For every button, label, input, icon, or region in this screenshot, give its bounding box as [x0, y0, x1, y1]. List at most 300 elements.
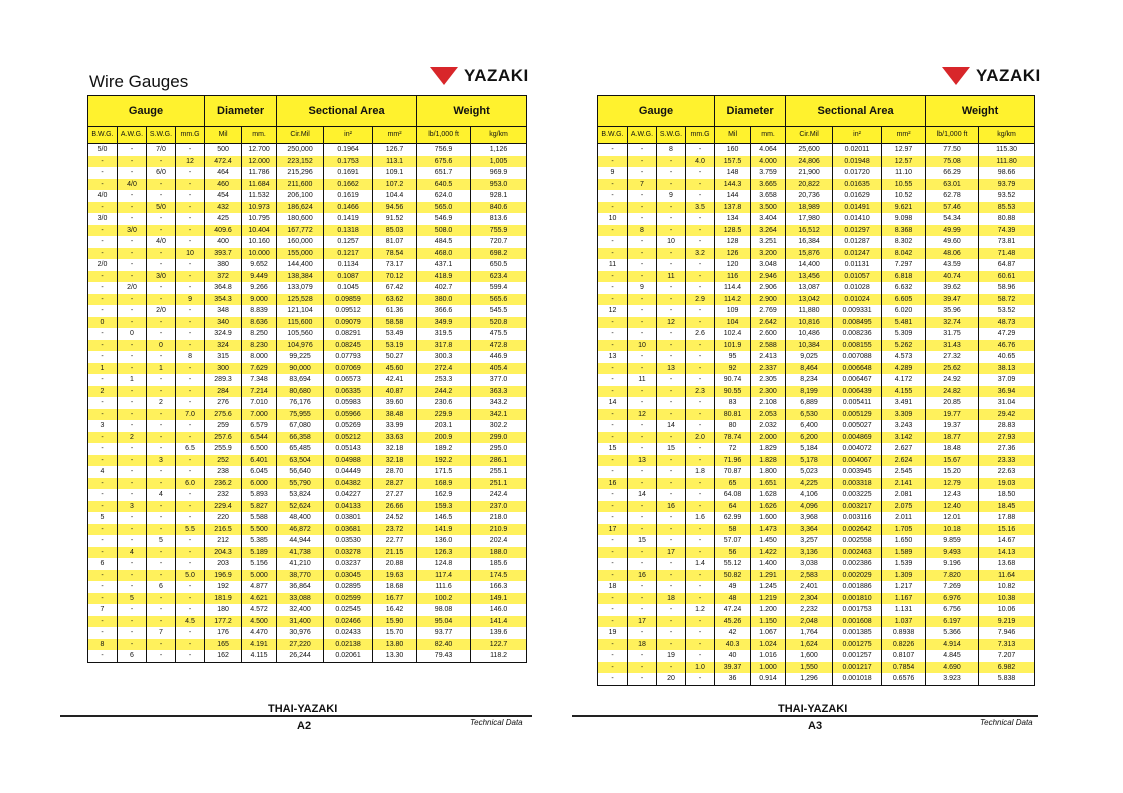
table-cell: 38.48	[373, 409, 417, 421]
table-cell: -	[118, 420, 147, 432]
table-cell: -	[176, 489, 205, 501]
table-cell: 75,955	[277, 409, 324, 421]
table-row	[88, 558, 527, 570]
table-cell: 22.77	[373, 535, 417, 547]
table-cell: 7.269	[926, 581, 979, 593]
table-cell: 4	[118, 547, 147, 559]
table-cell: 1.450	[751, 535, 786, 547]
table-cell: 3.200	[751, 248, 786, 260]
table-cell: -	[88, 616, 118, 628]
table-cell: 4.172	[882, 374, 926, 386]
table-cell: 4,225	[786, 478, 833, 490]
table-row	[598, 386, 1035, 398]
table-cell: -	[598, 156, 628, 168]
table-cell: 289.3	[205, 374, 242, 386]
table-cell: -	[657, 248, 686, 260]
table-cell: -	[657, 581, 686, 593]
table-cell: 520.8	[471, 317, 527, 329]
table-cell: 6/0	[147, 167, 176, 179]
table-cell: 0.001018	[833, 673, 882, 685]
table-row	[598, 328, 1035, 340]
table-cell: 128	[715, 236, 751, 248]
table-cell: -	[88, 570, 118, 582]
table-cell: 0.03530	[324, 535, 373, 547]
table-cell: 0.08245	[324, 340, 373, 352]
table-body-right	[598, 144, 1035, 686]
table-cell: 6.000	[242, 478, 277, 490]
gauge-header: Gauge	[88, 96, 205, 127]
table-cell: 2,401	[786, 581, 833, 593]
table-cell: 29.42	[979, 409, 1035, 421]
table-cell: -	[686, 317, 715, 329]
table-cell: -	[686, 340, 715, 352]
table-cell: -	[686, 581, 715, 593]
table-cell: 7.0	[176, 409, 205, 421]
table-row	[598, 420, 1035, 432]
table-cell: 1.217	[882, 581, 926, 593]
table-cell: 31,400	[277, 616, 324, 628]
table-cell: -	[628, 248, 657, 260]
table-row	[88, 409, 527, 421]
table-cell: 1,600	[786, 650, 833, 662]
table-cell: 58.96	[979, 282, 1035, 294]
table-cell: 0.01491	[833, 202, 882, 214]
table-cell: 0.002029	[833, 570, 882, 582]
table-cell: 40.3	[715, 639, 751, 651]
table-cell: -	[118, 236, 147, 248]
table-cell: 7.313	[979, 639, 1035, 651]
table-cell: 14,400	[786, 259, 833, 271]
table-cell: 49.99	[926, 225, 979, 237]
table-cell: 0.004072	[833, 443, 882, 455]
table-cell: -	[88, 248, 118, 260]
table-cell: 101.9	[715, 340, 751, 352]
table-cell: 3,038	[786, 558, 833, 570]
table-cell: 4.621	[242, 593, 277, 605]
table-cell: 105,560	[277, 328, 324, 340]
table-cell: -	[628, 443, 657, 455]
table-cell: 0.006467	[833, 374, 882, 386]
table-cell: 6.632	[882, 282, 926, 294]
table-cell: 31.43	[926, 340, 979, 352]
table-cell: 8,464	[786, 363, 833, 375]
table-cell: 12.01	[926, 512, 979, 524]
table-row	[598, 397, 1035, 409]
table-row	[88, 650, 527, 662]
table-cell: 26,244	[277, 650, 324, 662]
table-row	[88, 156, 527, 168]
table-cell: 275.6	[205, 409, 242, 421]
table-cell: 0.01629	[833, 190, 882, 202]
table-row	[88, 225, 527, 237]
table-cell: 18.48	[926, 443, 979, 455]
table-cell: -	[88, 443, 118, 455]
table-row	[598, 259, 1035, 271]
table-cell: 176	[205, 627, 242, 639]
table-cell: 0.02466	[324, 616, 373, 628]
table-cell: 93.77	[417, 627, 471, 639]
table-cell: 137.8	[715, 202, 751, 214]
table-cell: 2.337	[751, 363, 786, 375]
table-cell: -	[147, 282, 176, 294]
table-cell: -	[686, 420, 715, 432]
lb-header: lb/1,000 ft	[926, 127, 979, 144]
table-cell: 0.8107	[882, 650, 926, 662]
table-cell: -	[686, 501, 715, 513]
footer-rule-right	[572, 715, 1038, 717]
table-cell: 0.07793	[324, 351, 373, 363]
table-cell: -	[686, 409, 715, 421]
table-cell: 10.404	[242, 225, 277, 237]
table-cell: 251.1	[471, 478, 527, 490]
table-cell: 2.545	[882, 466, 926, 478]
table-cell: 20,822	[786, 179, 833, 191]
table-cell: 115,600	[277, 317, 324, 329]
table-cell: 39.47	[926, 294, 979, 306]
table-cell: 196.9	[205, 570, 242, 582]
table-cell: 10	[176, 248, 205, 260]
table-cell: -	[598, 248, 628, 260]
table-row	[598, 294, 1035, 306]
table-cell: 157.5	[715, 156, 751, 168]
table-cell: 67,080	[277, 420, 324, 432]
table-cell: 12	[628, 409, 657, 421]
table-cell: 26.66	[373, 501, 417, 513]
table-cell: -	[118, 604, 147, 616]
table-cell: 13	[657, 363, 686, 375]
table-cell: -	[598, 650, 628, 662]
table-cell: 319.5	[417, 328, 471, 340]
table-cell: 47.24	[715, 604, 751, 616]
table-row	[598, 570, 1035, 582]
table-cell: 5/0	[88, 144, 118, 156]
table-cell: -	[598, 179, 628, 191]
table-cell: 2.3	[686, 386, 715, 398]
table-cell: 9.493	[926, 547, 979, 559]
table-cell: 1.067	[751, 627, 786, 639]
table-row	[598, 455, 1035, 467]
table-row	[88, 455, 527, 467]
technical-data-left: Technical Data	[470, 718, 523, 727]
table-cell: 192	[205, 581, 242, 593]
table-cell: 4,096	[786, 501, 833, 513]
table-cell: 6.976	[926, 593, 979, 605]
table-row	[598, 156, 1035, 168]
table-cell: -	[686, 271, 715, 283]
table-cell: 1.650	[882, 535, 926, 547]
table-cell: 0.008236	[833, 328, 882, 340]
table-cell: 146.0	[471, 604, 527, 616]
table-cell: 0	[88, 317, 118, 329]
table-cell: -	[176, 535, 205, 547]
table-cell: 91.52	[373, 213, 417, 225]
table-cell: 0.01024	[833, 294, 882, 306]
table-row	[598, 466, 1035, 478]
table-cell: -	[176, 213, 205, 225]
table-cell: 36,864	[277, 581, 324, 593]
table-cell: -	[686, 443, 715, 455]
table-cell: 1.800	[751, 466, 786, 478]
mil-header: Mil	[715, 127, 751, 144]
table-cell: 0.01057	[833, 271, 882, 283]
table-body-left	[88, 144, 527, 663]
table-cell: -	[598, 190, 628, 202]
table-cell: 0.08291	[324, 328, 373, 340]
table-cell: 50.82	[715, 570, 751, 582]
table-row	[598, 144, 1035, 156]
table-cell: 0.03681	[324, 524, 373, 536]
table-cell: -	[147, 478, 176, 490]
table-cell: 1.219	[751, 593, 786, 605]
table-cell: 6	[118, 650, 147, 662]
table-cell: 39.37	[715, 662, 751, 674]
table-cell: 168.9	[417, 478, 471, 490]
table-cell: 72	[715, 443, 751, 455]
table-cell: 599.4	[471, 282, 527, 294]
table-cell: -	[88, 202, 118, 214]
table-cell: -	[686, 535, 715, 547]
table-cell: 202.4	[471, 535, 527, 547]
table-cell: 2.075	[882, 501, 926, 513]
table-cell: 11	[628, 374, 657, 386]
table-cell: 0.002463	[833, 547, 882, 559]
table-cell: 2.011	[882, 512, 926, 524]
table-cell: 1.037	[882, 616, 926, 628]
table-cell: -	[88, 294, 118, 306]
table-cell: 15.67	[926, 455, 979, 467]
table-cell: 259	[205, 420, 242, 432]
table-cell: 19.37	[926, 420, 979, 432]
footer-brand-left: THAI-YAZAKI	[268, 703, 338, 715]
table-cell: 6.605	[882, 294, 926, 306]
table-cell: 18,989	[786, 202, 833, 214]
table-cell: -	[118, 535, 147, 547]
table-cell: -	[118, 363, 147, 375]
table-cell: 11	[598, 259, 628, 271]
table-cell: 46.76	[979, 340, 1035, 352]
table-cell: -	[176, 512, 205, 524]
table-cell: 393.7	[205, 248, 242, 260]
table-cell: 71.48	[979, 248, 1035, 260]
table-cell: 41,210	[277, 558, 324, 570]
table-cell: -	[686, 225, 715, 237]
table-cell: 0.02011	[833, 144, 882, 156]
mmg-header: mm.G	[686, 127, 715, 144]
table-cell: 0.1964	[324, 144, 373, 156]
table-cell: 0.001257	[833, 650, 882, 662]
table-cell: -	[147, 593, 176, 605]
table-cell: 468.0	[417, 248, 471, 260]
table-cell: -	[628, 593, 657, 605]
table-cell: 8.250	[242, 328, 277, 340]
table-cell: -	[686, 351, 715, 363]
table-cell: 3.491	[882, 397, 926, 409]
table-cell: 11.786	[242, 167, 277, 179]
table-cell: 16.77	[373, 593, 417, 605]
table-cell: 28.83	[979, 420, 1035, 432]
table-cell: 0.007088	[833, 351, 882, 363]
table-cell: -	[628, 386, 657, 398]
table-row	[598, 535, 1035, 547]
table-cell: -	[88, 455, 118, 467]
table-cell: -	[118, 558, 147, 570]
table-cell: 7/0	[147, 144, 176, 156]
table-cell: 9.859	[926, 535, 979, 547]
table-cell: 380.0	[417, 294, 471, 306]
table-cell: 7	[628, 179, 657, 191]
table-cell: -	[657, 305, 686, 317]
table-cell: 0.004067	[833, 455, 882, 467]
table-cell: -	[88, 547, 118, 559]
table-cell: 27.36	[979, 443, 1035, 455]
table-cell: 15.20	[926, 466, 979, 478]
table-cell: -	[657, 627, 686, 639]
table-cell: 8.839	[242, 305, 277, 317]
table-cell: -	[628, 156, 657, 168]
table-row	[88, 190, 527, 202]
table-cell: 24.52	[373, 512, 417, 524]
table-cell: 3,136	[786, 547, 833, 559]
table-cell: 10	[628, 340, 657, 352]
table-cell: 0.914	[751, 673, 786, 685]
table-row	[88, 512, 527, 524]
table-row	[88, 236, 527, 248]
table-cell: 3.048	[751, 259, 786, 271]
table-cell: 4.155	[882, 386, 926, 398]
table-cell: 5.5	[176, 524, 205, 536]
table-cell: 2.588	[751, 340, 786, 352]
table-cell: 73.81	[979, 236, 1035, 248]
table-cell: 160	[715, 144, 751, 156]
table-row	[598, 225, 1035, 237]
table-cell: 1.400	[751, 558, 786, 570]
table-cell: -	[657, 524, 686, 536]
table-cell: 0.06573	[324, 374, 373, 386]
table-cell: 0.008155	[833, 340, 882, 352]
table-cell: 6,530	[786, 409, 833, 421]
table-cell: 210.9	[471, 524, 527, 536]
table-cell: 565.6	[471, 294, 527, 306]
table-cell: 11.532	[242, 190, 277, 202]
table-cell: 3,364	[786, 524, 833, 536]
table-cell: 4.877	[242, 581, 277, 593]
table-cell: -	[147, 248, 176, 260]
table-cell: 0.009331	[833, 305, 882, 317]
table-cell: 4.572	[242, 604, 277, 616]
table-cell: 218.0	[471, 512, 527, 524]
table-cell: 215,296	[277, 167, 324, 179]
table-cell: 5	[88, 512, 118, 524]
table-cell: -	[176, 547, 205, 559]
table-cell: -	[657, 156, 686, 168]
table-cell: 192.2	[417, 455, 471, 467]
logo-text: YAZAKI	[976, 66, 1041, 85]
table-cell: 0.1619	[324, 190, 373, 202]
table-cell: 8.042	[882, 248, 926, 260]
table-row	[88, 443, 527, 455]
table-cell: 24.92	[926, 374, 979, 386]
table-cell: 114.2	[715, 294, 751, 306]
table-cell: -	[598, 420, 628, 432]
table-cell: -	[118, 351, 147, 363]
table-cell: -	[686, 478, 715, 490]
table-cell: 21,900	[786, 167, 833, 179]
table-cell: 77.50	[926, 144, 979, 156]
table-cell: 21.15	[373, 547, 417, 559]
table-cell: 366.6	[417, 305, 471, 317]
table-cell: -	[118, 455, 147, 467]
table-cell: 5	[118, 593, 147, 605]
table-cell: 0.001217	[833, 662, 882, 674]
table-cell: 10.795	[242, 213, 277, 225]
table-cell: 61.36	[373, 305, 417, 317]
table-cell: -	[686, 673, 715, 685]
table-cell: 11.684	[242, 179, 277, 191]
table-cell: 203.1	[417, 420, 471, 432]
table-cell: 16	[628, 570, 657, 582]
table-row	[598, 478, 1035, 490]
table-cell: 18	[628, 639, 657, 651]
table-cell: 6.982	[979, 662, 1035, 674]
table-cell: 104,976	[277, 340, 324, 352]
table-cell: -	[147, 374, 176, 386]
table-cell: 0.04988	[324, 455, 373, 467]
table-cell: 139.6	[471, 627, 527, 639]
table-cell: 13.68	[979, 558, 1035, 570]
table-cell: 10.06	[979, 604, 1035, 616]
table-cell: 12	[598, 305, 628, 317]
table-cell: 166.3	[471, 581, 527, 593]
mm-header: mm.	[751, 127, 786, 144]
table-cell: 141.9	[417, 524, 471, 536]
table-cell: -	[598, 432, 628, 444]
table-cell: 698.2	[471, 248, 527, 260]
table-cell: 1.473	[751, 524, 786, 536]
table-cell: 27.32	[926, 351, 979, 363]
table-cell: 2.000	[751, 432, 786, 444]
table-cell: -	[686, 524, 715, 536]
table-cell: -	[118, 156, 147, 168]
table-cell: -	[118, 627, 147, 639]
table-cell: 295.0	[471, 443, 527, 455]
table-cell: 342.1	[471, 409, 527, 421]
table-cell: 0.01720	[833, 167, 882, 179]
table-row	[88, 271, 527, 283]
table-cell: -	[147, 639, 176, 651]
table-cell: 50.27	[373, 351, 417, 363]
table-cell: 3	[88, 420, 118, 432]
table-cell: 31.04	[979, 397, 1035, 409]
table-cell: 237.0	[471, 501, 527, 513]
table-cell: -	[176, 305, 205, 317]
table-cell: -	[657, 213, 686, 225]
table-cell: 0.1466	[324, 202, 373, 214]
table-cell: -	[176, 558, 205, 570]
table-cell: 165	[205, 639, 242, 651]
table-cell: 9	[176, 294, 205, 306]
table-cell: 13,042	[786, 294, 833, 306]
table-cell: 4.115	[242, 650, 277, 662]
table-cell: -	[598, 662, 628, 674]
table-cell: -	[147, 616, 176, 628]
table-cell: 0.02433	[324, 627, 373, 639]
table-cell: -	[88, 236, 118, 248]
table-cell: 220	[205, 512, 242, 524]
yazaki-logo-right	[942, 66, 1041, 86]
table-cell: 2.900	[751, 294, 786, 306]
table-cell: -	[147, 466, 176, 478]
table-cell: 5.262	[882, 340, 926, 352]
